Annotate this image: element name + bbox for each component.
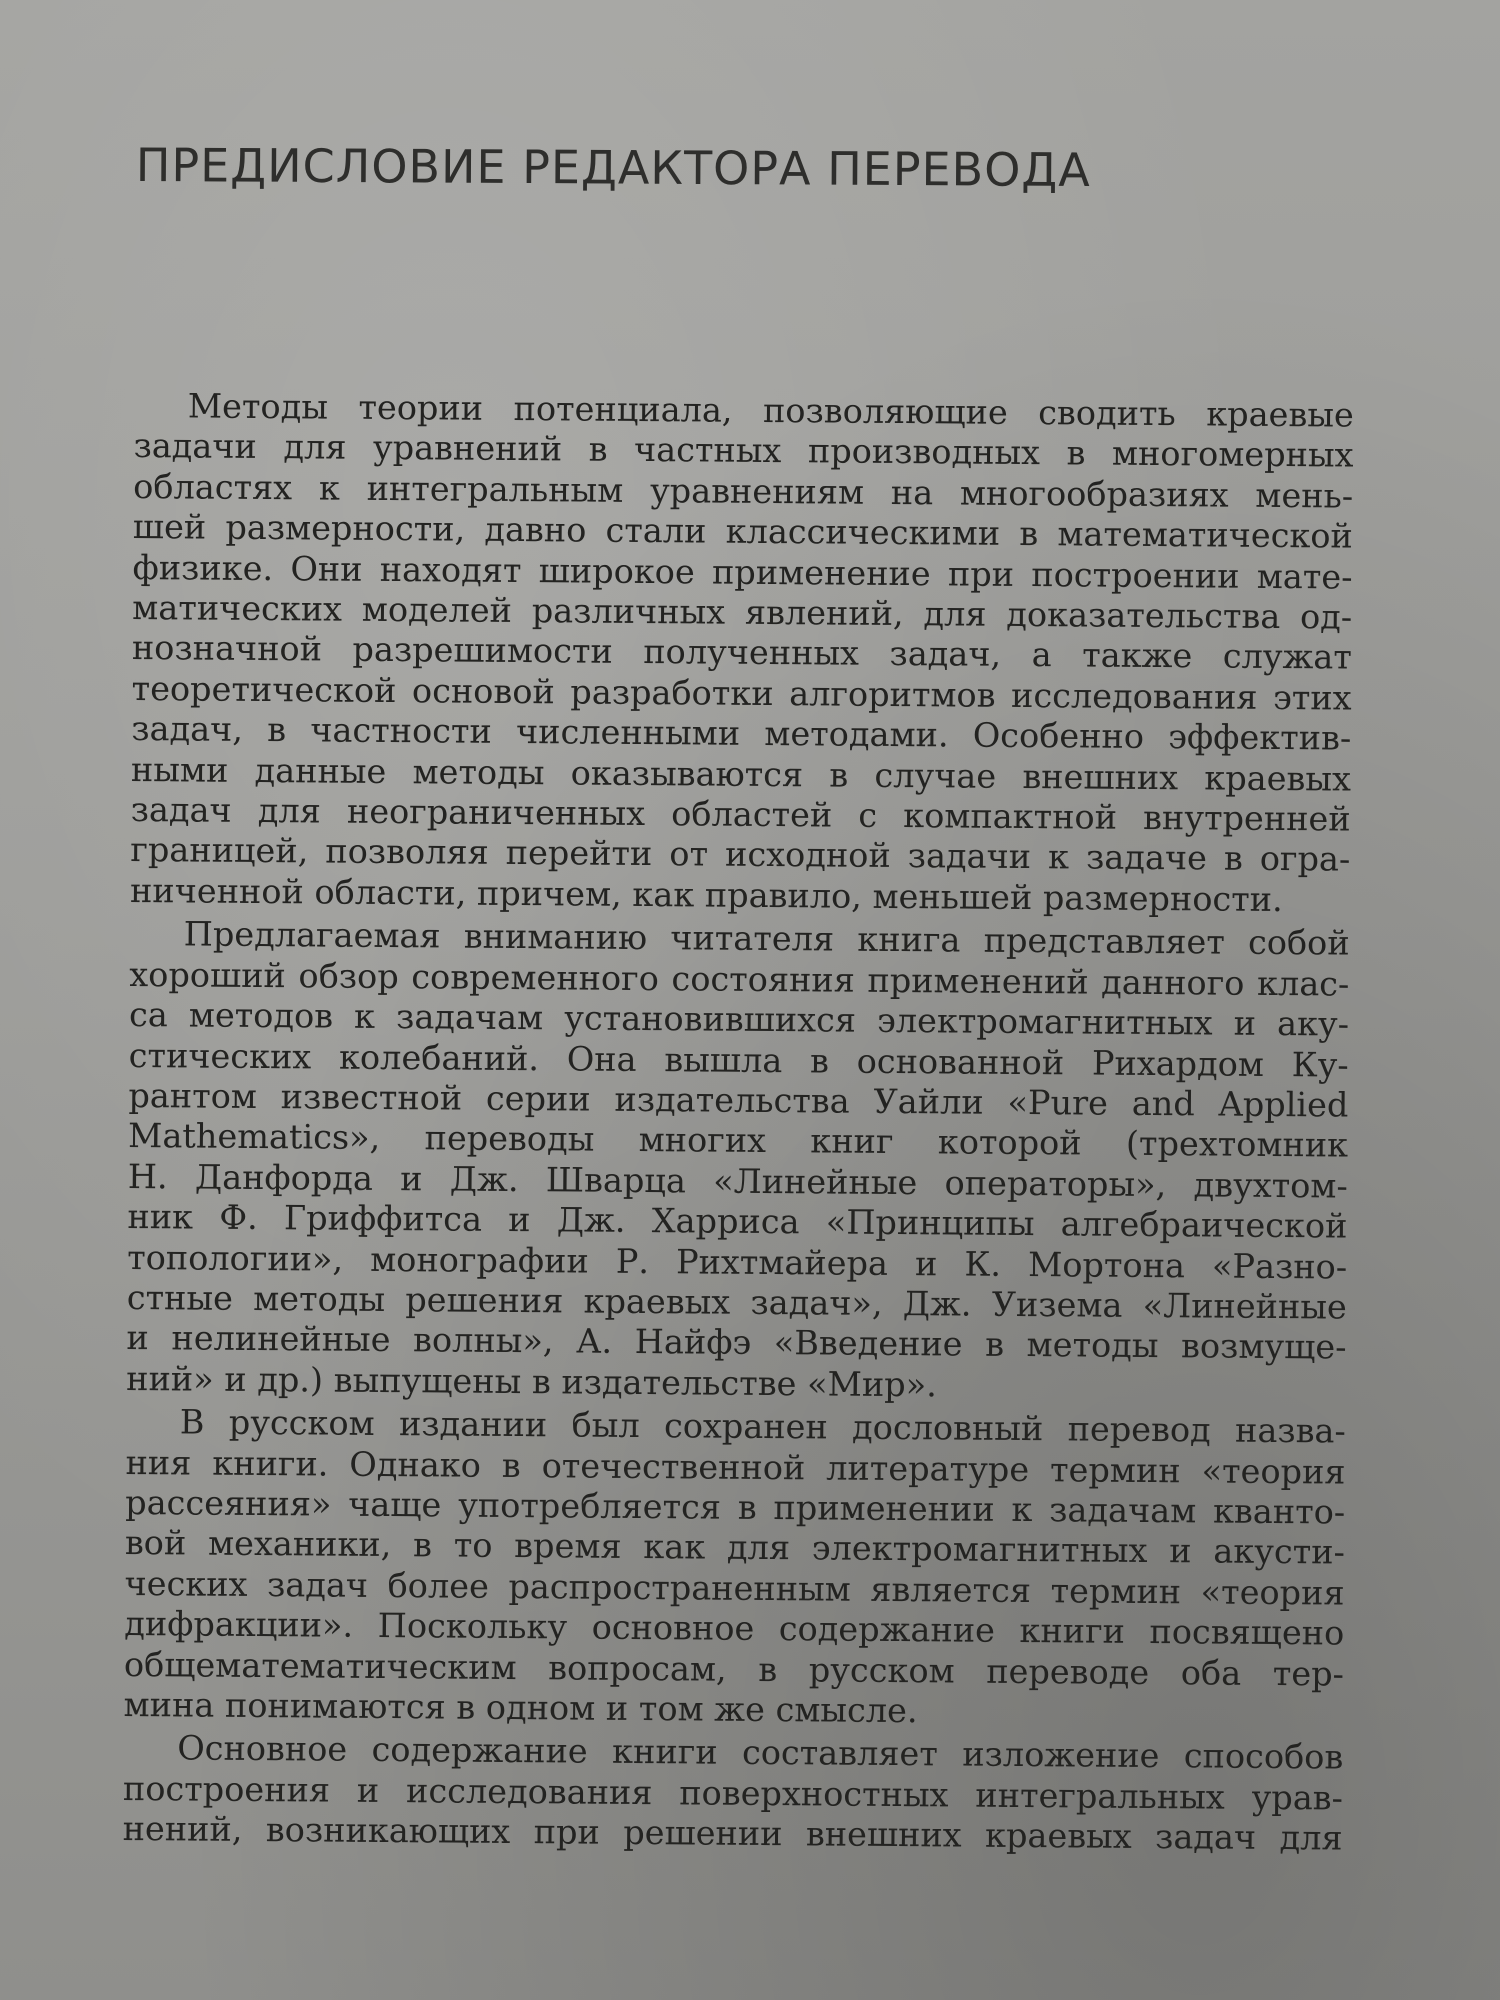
- text-line: ник Ф. Гриффитса и Дж. Харриса «Принципы алгебраической: [127, 1197, 1348, 1246]
- text-line: задачи для уравнений в частных производных в многомерных: [133, 426, 1354, 475]
- paragraph: [130, 386, 1354, 921]
- text-line: ниченной области, причем, как правило, меньшей размерности.: [129, 870, 1283, 919]
- text-line: теоретической основой разработки алгоритмов исследования этих: [131, 668, 1352, 718]
- text-line: Предлагаемая вниманию читателя книга представляет собой: [183, 914, 1350, 963]
- text-line: Методы теории потенциала, позволяющие сводить краевые: [187, 386, 1354, 435]
- text-line: са методов к задачам установившихся электромагнитных и аку-: [128, 995, 1350, 1044]
- text-line: мина понимаются в одном и том же смысле.: [123, 1684, 918, 1731]
- text-line: стные методы решения краевых задач», Дж. Уизема «Линейные: [126, 1277, 1347, 1327]
- text-line: шей размерности, давно стали классическими в математической: [132, 507, 1354, 556]
- text-line: ными данные методы оказываются в случае внешних краевых: [130, 749, 1352, 799]
- paragraph: [123, 1728, 1344, 1859]
- text-line: ческих задач более распространенным является термин «теория: [124, 1563, 1345, 1613]
- paragraph: [123, 1402, 1346, 1735]
- text-line: ния книги. Однако в отечественной литературе термин «теория: [125, 1442, 1346, 1492]
- text-line: нозначной разрешимости полученных задач, а также служат: [131, 628, 1353, 678]
- text-line: областях к интегральным уравнениям на многообразиях мень-: [133, 466, 1354, 516]
- text-line: Mathematics», переводы многих книг которой (трехтомник: [127, 1116, 1349, 1165]
- text-line: Основное содержание книги составляет изложение способов: [177, 1728, 1344, 1777]
- text-line: нений, возникающих при решении внешних краевых задач для: [122, 1809, 1343, 1858]
- text-line: и нелинейные волны», А. Найфэ «Введение в методы возмуще-: [126, 1318, 1347, 1367]
- text-line: В русском издании был сохранен дословный перевод назва-: [179, 1402, 1346, 1451]
- text-line: задач, в частности численными методами. Особенно эффектив-: [131, 709, 1352, 758]
- text-line: физике. Они находят широкое применение при построении мате-: [132, 547, 1353, 597]
- page-title: ПРЕДИСЛОВИЕ РЕДАКТОРА ПЕРЕВОДА: [135, 138, 1091, 197]
- text-line: хороший обзор современного состояния применений данного клас-: [129, 954, 1350, 1004]
- body-text: [122, 386, 1353, 1862]
- text-line: дифракции». Поскольку основное содержание книги посвящено: [124, 1604, 1345, 1653]
- text-line: ний» и др.) выпущены в издательстве «Мир».: [126, 1358, 937, 1405]
- text-line: Н. Данфорда и Дж. Шварца «Линейные операторы», двухтом-: [127, 1156, 1348, 1206]
- text-line: задач для неограниченных областей с компактной внутренней: [130, 790, 1351, 839]
- text-line: построения и исследования поверхностных интегральных урав-: [122, 1768, 1344, 1818]
- paragraph: [126, 914, 1350, 1408]
- text-line: матических моделей различных явлений, для доказательства од-: [132, 588, 1353, 637]
- text-line: границей, позволяя перейти от исходной задачи к задаче в огра-: [130, 830, 1351, 880]
- text-line: вой механики, в то время как для электромагнитных и акусти-: [124, 1523, 1346, 1572]
- text-line: рантом известной серии издательства Уайли «Pure and Applied: [128, 1075, 1349, 1125]
- text-line: рассеяния» чаще употребляется в применении к задачам кванто-: [125, 1482, 1346, 1532]
- text-line: топологии», монографии Р. Рихтмайера и К. Мортона «Разно-: [127, 1237, 1348, 1287]
- text-line: общематематическим вопросам, в русском переводе оба тер-: [123, 1644, 1345, 1694]
- text-line: стических колебаний. Она вышла в основанной Рихардом Ку-: [128, 1035, 1349, 1085]
